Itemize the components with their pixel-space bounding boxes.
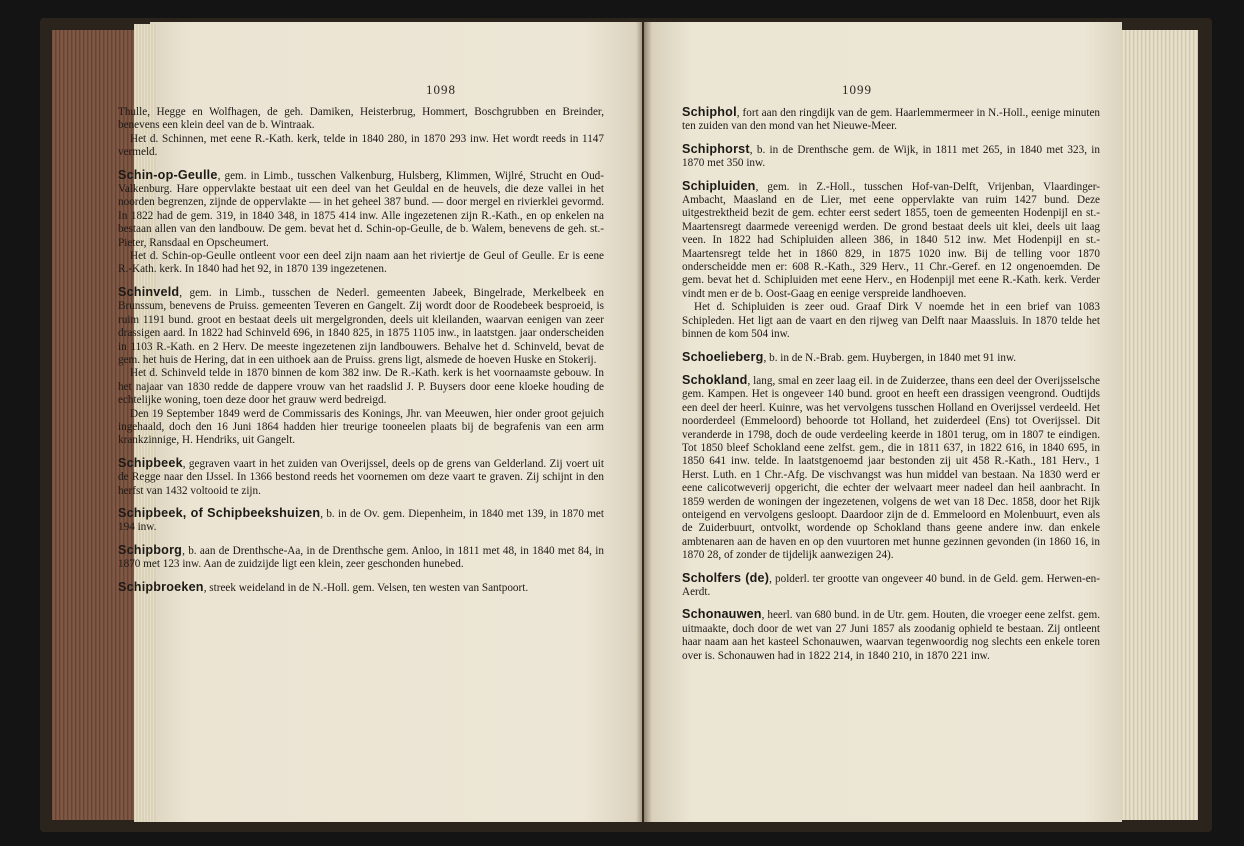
entry bbox=[118, 169, 604, 277]
entry bbox=[682, 143, 1100, 171]
entry-paragraph: Het d. Schipluiden is zeer oud. Graaf Dirk V noemde het in een brief van 1083 Schipleden. Het ligt aan de vaart en den rijweg van Delft naar Maassluis. In 1870 telde het binnen de kom 504 inw. bbox=[682, 301, 1100, 341]
entry-headword: Schiphol bbox=[682, 105, 737, 119]
entry-paragraph: , b. in de Drenthsche gem. de Wijk, in 1811 met 265, in 1840 met 323, in 1870 met 350 inw. bbox=[682, 143, 1100, 170]
entry-paragraph: , b. in de Ov. gem. Diepenheim, in 1840 met 139, in 1870 met 194 inw. bbox=[118, 507, 604, 534]
entry-paragraph: , b. in de N.-Brab. gem. Huybergen, in 1840 met 91 inw. bbox=[763, 351, 1017, 364]
entry-paragraph: , gem. in Limb., tusschen de Nederl. gemeenten Jabeek, Bingelrade, Merkelbeek en Brunssum, benevens de Pruiss. gemeenten Teveren en Gangelt. Zij wordt door de Roodebeek besproeid, is ruim 1191 bund. groot en bestaat deels uit mergelgronden, deels uit kleilanden, waarvan eenigen van zeer drassigen aard. In 1822 had Schinveld 696, in 1840 825, in 1875 1105 inw., in laatstgen. jaar onderscheiden in 1103 R.-Kath. en 2 Herv. De meeste ingezetenen zijn landbouwers. Behalve het d. Schinveld, bevat de gem. het huis de Hering, dat in een uithoek aan de Pruiss. grens ligt, alsmede de hoeven Huske en Stokerij. bbox=[118, 286, 604, 366]
entry-headword: Schiphorst bbox=[682, 141, 750, 156]
entry bbox=[118, 286, 604, 448]
entry-headword: Schipbeek bbox=[118, 455, 183, 470]
entry bbox=[118, 106, 604, 160]
entry-paragraph: Het d. Schinveld telde in 1870 binnen de kom 382 inw. De R.-Kath. kerk is het voornaamste gebouw. In het najaar van 1830 redde de dappere vrouw van het raadslid J. P. Buysers door eene kloeke houding de echtelijke woning, toen deze door het grauw werd bedreigd. bbox=[118, 367, 604, 407]
entry-headword: Scholfers (de) bbox=[682, 570, 770, 585]
entry bbox=[118, 507, 604, 535]
entry-headword: Schinveld bbox=[118, 284, 180, 299]
entry-paragraph: , streek weideland in de N.-Holl. gem. Velsen, ten westen van Santpoort. bbox=[203, 581, 529, 594]
entry-paragraph: , fort aan den ringdijk van de gem. Haarlemmermeer in N.-Holl., eenige minuten ten zuiden van den mond van het Nieuwe-Meer. bbox=[682, 107, 1100, 133]
entry bbox=[682, 374, 1100, 563]
entry-paragraph: , lang, smal en zeer laag eil. in de Zuiderzee, thans een deel der Overijsselsche gem. Kampen. Het is ongeveer 140 bund. groot en heeft een drassigen veengrond. Oudtijds een deel der heerl. Kuinre, was het vervolgens tusschen Holland en Overijssel verdeeld. Het noorderdeel (Emmeloord) behoorde tot Holland, het zuiderdeel (Ens) tot Overijssel. Dit veranderde in 1798, doch de oude verdeeling keerde in 1801 terug, om in 1807 te eindigen. Tot 1850 bleef Schokland eene zelfst. gem., die in 1811 637, in 1822 616, in 1840 695, in 1850 641 inw. telde. In laatstgenoemd jaar bestonden zij uit 458 R.-Kath., 181 Herv., 1 Herst. Luth. en 1 Chr.-Afg. De vischvangst was hun middel van bestaan. Na 1830 werd er eene calicotweverij opgericht, die echter der welvaart meer nadeel dan heil aanbracht. In 1859 werden de woningen der ingezetenen, volgens de wet van 18 Dec. 1858, door het Rijk onteigend en vervolgens gesloopt. Daardoor zijn de d. Emmeloord en Molenbuurt, even als de Zuiderbuurt, ontvolkt, wordende op Schokland thans geene andere inw. dan enkele ambtenaren aan de haven en op den vuurtoren met hunne gezinnen gevonden (in 1860 16, in 1870 28, of zonder de tijdelijk aanwezigen 24). bbox=[682, 374, 1100, 562]
entry bbox=[118, 457, 604, 498]
entry-paragraph: Het d. Schinnen, met eene R.-Kath. kerk, telde in 1840 280, in 1870 293 inw. Het wordt reeds in 1147 vermeld. bbox=[118, 132, 604, 159]
page-number: 1098 bbox=[426, 82, 456, 97]
right-page-text bbox=[682, 106, 1100, 672]
page-edges-right bbox=[1118, 30, 1198, 820]
entry-headword: Schonauwen bbox=[682, 607, 762, 622]
entry bbox=[682, 106, 1100, 134]
book-gutter bbox=[636, 22, 652, 822]
entry-paragraph: , polderl. ter grootte van ongeveer 40 bund. in de Geld. gem. Herwen-en-Aerdt. bbox=[682, 572, 1100, 598]
entry-paragraph: , b. aan de Drenthsche-Aa, in de Drenthsche gem. Anloo, in 1811 met 48, in 1840 met 84, in 1870 met 123 inw. Aan de zuidzijde ligt een klein, zeer geschonden hunebed. bbox=[118, 544, 604, 571]
entry-paragraph: Den 19 September 1849 werd de Commissaris des Konings, Jhr. van Meeuwen, hier onder groot gejuich ingehaald, doch den 16 Juni 1864 hadden hier treurige tooneelen plaats bij de begrafenis van een arm krankzinnige, H. Hendriks, uit Gangelt. bbox=[118, 407, 604, 447]
entry-paragraph: , heerl. van 680 bund. in de Utr. gem. Houten, die vroeger eene zelfst. gem. uitmaakte, doch door de wet van 27 Juni 1857 als zoodanig ophield te bestaan. Zij ontleent haar naam aan het kasteel Schonauwen, waarvan tegenwoordig nog slechts een enkele toren over is. Schonauwen had in 1822 214, in 1840 210, in 1870 221 inw. bbox=[682, 609, 1100, 662]
entry-headword: Schin-op-Geulle bbox=[118, 167, 218, 182]
entry-headword: Schipborg bbox=[118, 542, 183, 557]
entry bbox=[682, 180, 1100, 342]
entry bbox=[682, 608, 1100, 663]
left-page-text bbox=[118, 106, 604, 604]
entry-headword: Schipbroeken bbox=[118, 579, 204, 594]
entry-headword: Schoelieberg bbox=[682, 349, 764, 364]
entry-paragraph: , gem. in Limb., tusschen Valkenburg, Hulsberg, Klimmen, Wijlré, Strucht en Oud-Valkenburg. Hare oppervlakte bestaat uit een deel van het Geuldal en de heuvels, die deze vallei in het noorden begrenzen, zijnde de oppervlakte — in het geheel 387 bund. — door mergel en rivierklei gevormd. In 1822 had de gem. 319, in 1840 348, in 1875 414 inw. Alle ingezetenen zijn R.-Kath., en op enkelen na bestaan allen van den landbouw. De gem. bevat het d. Schin-op-Geulle, de b. Walem, benevens de geh. st.-Pieter, Ransdaal en Opscheumert. bbox=[118, 169, 604, 249]
entry-paragraph: Het d. Schin-op-Geulle ontleent voor een deel zijn naam aan het riviertje de Geul of Geulle. Er is eene R.-Kath. kerk. In 1840 had het 92, in 1870 139 ingezetenen. bbox=[118, 250, 604, 276]
entry bbox=[118, 544, 604, 572]
page-number: 1099 bbox=[842, 82, 872, 97]
entry-paragraph: , gegraven vaart in het zuiden van Overijssel, deels op de grens van Gelderland. Zij voert uit de Regge naar den IJssel. In 1366 bestond reeds het voornemen om deze vaart te graven. Zij schijnt in den herfst van 1432 voltooid te zijn. bbox=[118, 457, 604, 497]
entry-headword: Schokland bbox=[682, 372, 748, 387]
entry-paragraph: , gem. in Z.-Holl., tusschen Hof-van-Delft, Vrijenban, Vlaardinger-Ambacht, Maasland en de Lier, met eene oppervlakte van ruim 1427 bund. Deze uitgestrektheid bezit de gem. echter eerst sedert 1855, toen de gemeenten Hodenpijl en st.-Maartensregt daarmede vereenigd werden. De grond bestaat deels uit klei, deels uit laag veen. In 1822 had Schipluiden alleen 386, in 1840 512 inw. Met Hodenpijl en st.-Maartensregt telde het in 1860 829, in 1875 1020 inw. Bij de telling voor 1870 onderscheidde men er: 608 R.-Kath., 329 Herv., 11 Chr.-Geref. en 12 ongenoemden. De gem. bevat het d. Schipluiden met eene Herv., en Hodenpijl met eene R.-Kath. kerk. Verder vindt men er de b. Oost-Gaag en eenige verspreide landhoeven. bbox=[682, 180, 1100, 300]
entry-headword: Schipbeek, of Schipbeekshuizen bbox=[118, 505, 321, 520]
entry-paragraph: Thulle, Hegge en Wolfhagen, de geh. Damiken, Heisterbrug, Hommert, Boschgrubben en Breinder, benevens een klein deel van de b. Wintraak. bbox=[118, 106, 604, 132]
entry bbox=[682, 351, 1100, 365]
entry-headword: Schipluiden bbox=[682, 178, 756, 193]
entry bbox=[118, 581, 604, 595]
entry bbox=[682, 572, 1100, 600]
